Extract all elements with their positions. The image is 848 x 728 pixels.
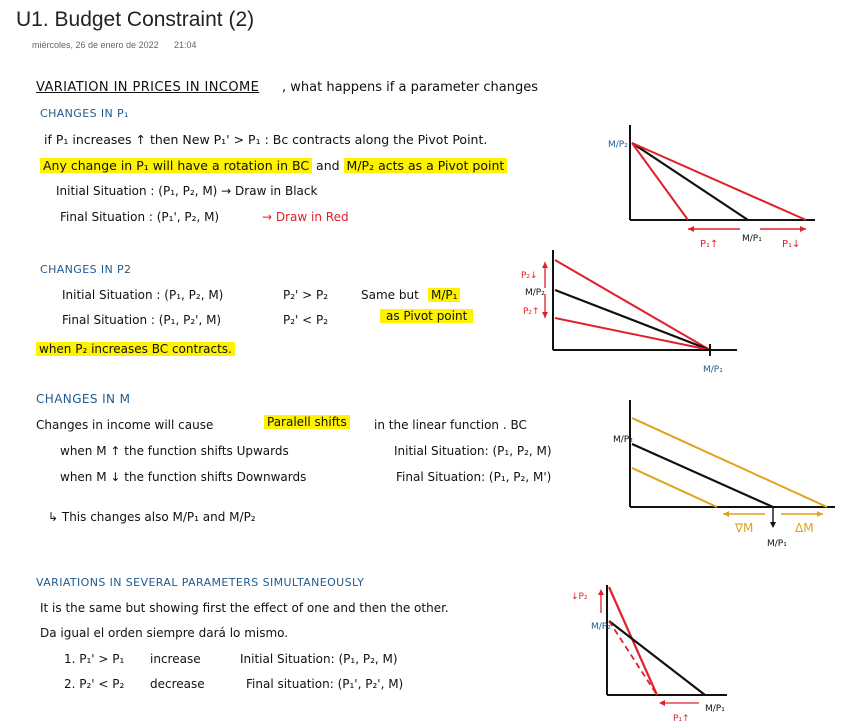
budget-line-initial [555, 290, 710, 350]
sec3-line4: ↳ This changes also M/P₁ and M/P₂ [48, 510, 256, 524]
chart4-y-label: M/P₂ [591, 622, 611, 632]
chart1-right-arrow-label: P₁↓ [782, 239, 801, 250]
section-title-p2: CHANGES IN P2 [40, 263, 132, 276]
sec3-line3-b: Final Situation: (P₁, P₂, M') [396, 470, 552, 484]
page-title: U1. Budget Constraint (2) [16, 8, 255, 31]
main-heading-tail: , what happens if a parameter changes [282, 80, 538, 95]
chart-changes-p1 [600, 125, 820, 255]
sec4-line3-b: increase [150, 652, 201, 666]
sec2-row1-c: Same but [361, 288, 419, 302]
chart-changes-m [605, 400, 840, 550]
chart1-left-arrow-label: P₁↑ [700, 239, 719, 250]
chart-several-parameters [565, 585, 735, 728]
sec1-line4-b: → Draw in Red [262, 210, 349, 224]
chart3-y-label: M/P₂ [613, 435, 633, 445]
chart4-top-label: ↓P₂ [571, 592, 588, 602]
sec2-row1-b: P₂' > P₂ [283, 288, 329, 302]
sec2-row2-b: P₂' < P₂ [283, 313, 329, 327]
sec2-row1-highlight: M/P₁ [428, 288, 460, 302]
sec3-line1-b: in the linear function . BC [374, 418, 527, 432]
sec4-line2: Da igual el orden siempre dará lo mismo. [40, 626, 289, 640]
chart3-right-label: ΔM [795, 521, 814, 535]
budget-line-m-down [632, 468, 717, 507]
budget-line-p2-up [555, 318, 710, 350]
sec4-line3-a: 1. P₁' > P₁ [64, 652, 125, 666]
sec2-row3-highlight: when P₂ increases BC contracts. [36, 342, 235, 356]
budget-line-final-dashed [609, 621, 657, 695]
sec4-line4-b: decrease [150, 677, 205, 691]
budget-line-initial [632, 444, 773, 507]
section-title-p1: CHANGES IN P₁ [40, 107, 129, 120]
sec4-line3-c: Initial Situation: (P₁, P₂, M) [240, 652, 398, 666]
sec3-line3-a: when M ↓ the function shifts Downwards [60, 470, 307, 484]
sec3-line2-b: Initial Situation: (P₁, P₂, M) [394, 444, 552, 458]
chart2-up-label: P₂↓ [521, 271, 538, 281]
budget-line-p1-down [632, 143, 806, 220]
chart4-x-label-right: M/P₁ [705, 704, 725, 714]
page-date: miércoles, 26 de enero de 2022 [32, 40, 159, 50]
main-heading: VARIATION IN PRICES IN INCOME [36, 80, 260, 95]
sec2-row2-a: Final Situation : (P₁, P₂', M) [62, 313, 222, 327]
sec1-line3: Initial Situation : (P₁, P₂, M) → Draw in Black [56, 184, 318, 198]
sec3-line1-a: Changes in income will cause [36, 418, 214, 432]
chart1-y-label: M/P₂ [608, 140, 628, 150]
chart-changes-p2 [515, 248, 745, 383]
chart2-down-label: P₂↑ [523, 307, 540, 317]
sec1-line2-and: and [316, 158, 340, 173]
page-time: 21:04 [174, 40, 197, 50]
budget-line-m-up [632, 418, 827, 507]
budget-line-initial [609, 621, 705, 695]
chart1-x-label: M/P₁ [742, 234, 762, 244]
sec2-row2-highlight: as Pivot point [380, 309, 473, 323]
section-title-m: CHANGES IN M [36, 392, 131, 406]
chart4-x-label-left: P₁↑ [673, 714, 690, 724]
budget-line-initial [632, 143, 748, 220]
chart3-x-label: M/P₁ [767, 539, 787, 549]
sec3-line1-highlight: Paralell shifts [264, 415, 350, 429]
budget-line-p2-down [555, 260, 710, 350]
sec2-row1-a: Initial Situation : (P₁, P₂, M) [62, 288, 224, 302]
sec4-line4-a: 2. P₂' < P₂ [64, 677, 125, 691]
sec4-line4-c: Final situation: (P₁', P₂', M) [246, 677, 404, 691]
sec4-line1: It is the same but showing first the effect of one and then the other. [40, 601, 449, 615]
chart2-x-label: M/P₁ [703, 365, 723, 375]
budget-line-p1-up [609, 587, 657, 695]
section-title-several: VARIATIONS IN SEVERAL PARAMETERS SIMULTANEOUSLY [36, 576, 365, 589]
sec1-line4-a: Final Situation : (P₁', P₂, M) [60, 210, 220, 224]
sec3-line2-a: when M ↑ the function shifts Upwards [60, 444, 289, 458]
chart2-pivot-label: M/P₂ [525, 288, 545, 298]
sec1-highlight-pivot: M/P₂ acts as a Pivot point [344, 158, 508, 173]
sec1-highlight-rotation: Any change in P₁ will have a rotation in BC [40, 158, 312, 173]
chart3-left-label: ∇M [735, 521, 754, 535]
sec1-line1: if P₁ increases ↑ then New P₁' > P₁ : Bc contracts along the Pivot Point. [44, 132, 488, 147]
